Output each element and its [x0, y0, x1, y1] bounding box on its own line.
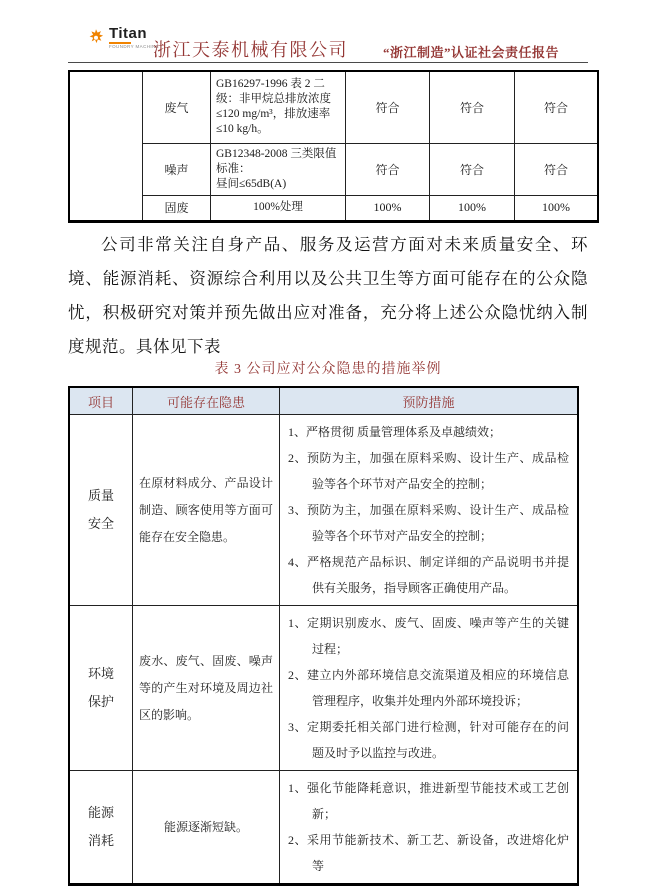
standard-line: GB12348-2008 三类限值标准： [216, 147, 337, 175]
result-cell: 符合 [346, 71, 430, 143]
table-header-row [69, 387, 578, 415]
gear-icon [86, 28, 106, 48]
column-header-item: 项目 [69, 387, 133, 415]
table3-title: 表 3 公司应对公众隐患的措施举例 [214, 362, 442, 377]
column-header-measures: 预防措施 [280, 387, 579, 415]
table-row-energy [69, 771, 578, 885]
measure-line: 3、预防为主，加强在原料采购、设计生产、成品检验等各个环节对产品安全的控制； [288, 503, 569, 543]
logo-text [109, 26, 159, 50]
measure-line: 2、采用节能新技术、新工艺、新设备，改进熔化炉等 [288, 833, 569, 873]
result-cell: 符合 [515, 143, 599, 195]
item-cell [69, 606, 133, 771]
logo-brand: Titan [109, 25, 148, 42]
result-cell: 100% [430, 195, 515, 221]
result-cell: 符合 [346, 143, 430, 195]
company-logo [86, 26, 159, 50]
table-row [69, 143, 598, 195]
measure-line: 1、强化节能降耗意识，推进新型节能技术或工艺创新； [288, 781, 569, 821]
table-row-quality-safety [69, 415, 578, 606]
report-title: “浙江制造”认证社会责任报告 [383, 45, 560, 60]
standard-cell [211, 143, 346, 195]
measure-line: 1、严格贯彻 质量管理体系及卓越绩效； [288, 425, 502, 439]
standard-line: 昼间≤65dB(A) [216, 177, 287, 190]
logo-tagline: FOUNDRY MACHINE [109, 44, 160, 49]
compliance-table [68, 70, 599, 223]
standard-cell: 100%处理 [211, 195, 346, 221]
table-row [69, 195, 598, 221]
result-cell: 100% [346, 195, 430, 221]
item-line: 质量 [87, 488, 114, 503]
result-cell: 符合 [430, 71, 515, 143]
item-line: 保护 [87, 694, 114, 709]
risk-cell: 能源逐渐短缺。 [133, 771, 280, 885]
result-cell: 符合 [515, 71, 599, 143]
category-cell: 固废 [143, 195, 211, 221]
body-paragraph: 公司非常关注自身产品、服务及运营方面对未来质量安全、环境、能源消耗、资源综合利用以及公共卫生等方面可能存在的公众隐忧，积极研究对策并预先做出应对准备，充分将上述公众隐忧纳入制度规范。具体见下表 [68, 235, 588, 356]
header-rule [68, 62, 588, 63]
table-row [69, 71, 598, 143]
standard-cell: GB16297-1996 表 2 二级：非甲烷总排放浓度≤120 mg/m³，排放速率≤10 kg/h。 [211, 71, 346, 143]
result-cell: 100% [515, 195, 599, 221]
category-cell: 废气 [143, 71, 211, 143]
item-line: 安全 [87, 516, 114, 531]
category-cell: 噪声 [143, 143, 211, 195]
item-cell [69, 415, 133, 606]
merged-empty-cell [69, 71, 143, 221]
item-line: 消耗 [87, 833, 114, 848]
item-line: 能源 [87, 805, 114, 820]
measure-line: 3、定期委托相关部门进行检测，针对可能存在的问题及时予以监控与改进。 [288, 720, 569, 760]
measure-line: 2、预防为主，加强在原料采购、设计生产、成品检验等各个环节对产品安全的控制； [288, 451, 569, 491]
result-cell: 符合 [430, 143, 515, 195]
measure-line: 4、严格规范产品标识、制定详细的产品说明书并提供有关服务，指导顾客正确使用产品。 [288, 555, 569, 595]
measures-cell [280, 415, 579, 606]
item-line: 环境 [87, 666, 114, 681]
measures-cell [280, 771, 579, 885]
measure-line: 2、建立内外部环境信息交流渠道及相应的环境信息管理程序，收集并处理内外部环境投诉； [288, 668, 569, 708]
company-name: 浙江天泰机械有限公司 [153, 40, 348, 60]
table-row-environment [69, 606, 578, 771]
risk-cell: 废水、废气、固废、噪声等的产生对环境及周边社区的影响。 [133, 606, 280, 771]
risk-cell: 在原材料成分、产品设计制造、顾客使用等方面可能存在安全隐患。 [133, 415, 280, 606]
measures-cell [280, 606, 579, 771]
measures-table [68, 386, 579, 886]
measure-line: 1、定期识别废水、废气、固废、噪声等产生的关键过程； [288, 616, 569, 656]
column-header-risk: 可能存在隐患 [133, 387, 280, 415]
item-cell [69, 771, 133, 885]
